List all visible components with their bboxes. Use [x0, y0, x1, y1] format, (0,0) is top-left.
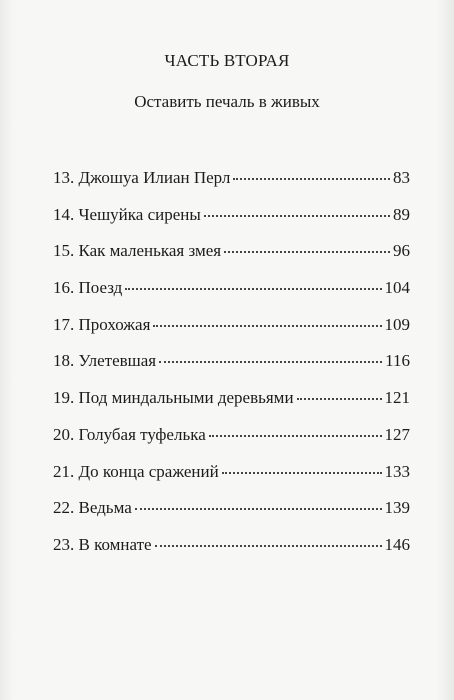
toc-entry-title: 16. Поезд — [53, 278, 123, 298]
toc-entry — [53, 454, 410, 491]
toc-entry-title: 13. Джошуа Илиан Перл — [53, 168, 231, 187]
toc-entry-page: 96 — [393, 241, 410, 261]
toc-entry-page: 146 — [384, 534, 410, 554]
toc-entry-page: 109 — [384, 314, 410, 334]
dot-leader — [297, 398, 382, 400]
dot-leader — [135, 508, 382, 510]
toc-entry — [53, 490, 410, 527]
toc-entry — [53, 527, 410, 564]
dot-leader — [153, 325, 381, 327]
toc-entry — [53, 380, 410, 417]
part-subtitle: Оставить печаль в живых — [134, 92, 320, 111]
toc-entry-title: 23. В комнате — [53, 534, 152, 554]
dot-leader — [204, 215, 390, 217]
toc-entry-title: 20. Голубая туфелька — [53, 424, 206, 444]
toc-entry — [53, 343, 410, 380]
dot-leader — [159, 361, 382, 363]
dot-leader — [125, 288, 381, 290]
dot-leader — [233, 178, 390, 180]
dot-leader — [222, 472, 382, 474]
toc-entry-title: 18. Улетевшая — [53, 351, 157, 371]
dot-leader — [155, 545, 382, 547]
toc-entry — [53, 160, 410, 197]
toc-entry-title: 15. Как маленькая змея — [53, 241, 222, 261]
toc-entry-page: 89 — [393, 204, 410, 224]
table-of-contents — [53, 160, 410, 564]
toc-entry-page: 133 — [384, 461, 410, 481]
toc-entry-title: 22. Ведьма — [53, 498, 132, 518]
toc-entry-title: 17. Прохожая — [53, 314, 151, 334]
dot-leader — [224, 251, 390, 253]
toc-entry-page: 127 — [384, 424, 410, 444]
toc-entry-page: 121 — [384, 388, 410, 408]
toc-entry-page: 83 — [393, 168, 410, 187]
toc-entry-page: 104 — [384, 278, 410, 298]
toc-entry-title: 21. До конца сражений — [53, 461, 219, 481]
toc-entry — [53, 417, 410, 454]
toc-entry — [53, 307, 410, 344]
toc-entry-page: 116 — [385, 351, 410, 371]
toc-entry-page: 139 — [384, 498, 410, 518]
part-title: ЧАСТЬ ВТОРАЯ — [164, 51, 290, 70]
toc-entry — [53, 270, 410, 307]
toc-entry-title: 14. Чешуйка сирены — [53, 204, 201, 224]
toc-entry — [53, 197, 410, 234]
dot-leader — [209, 435, 382, 437]
toc-entry-title: 19. Под миндальными деревьями — [53, 388, 294, 408]
toc-entry — [53, 233, 410, 270]
